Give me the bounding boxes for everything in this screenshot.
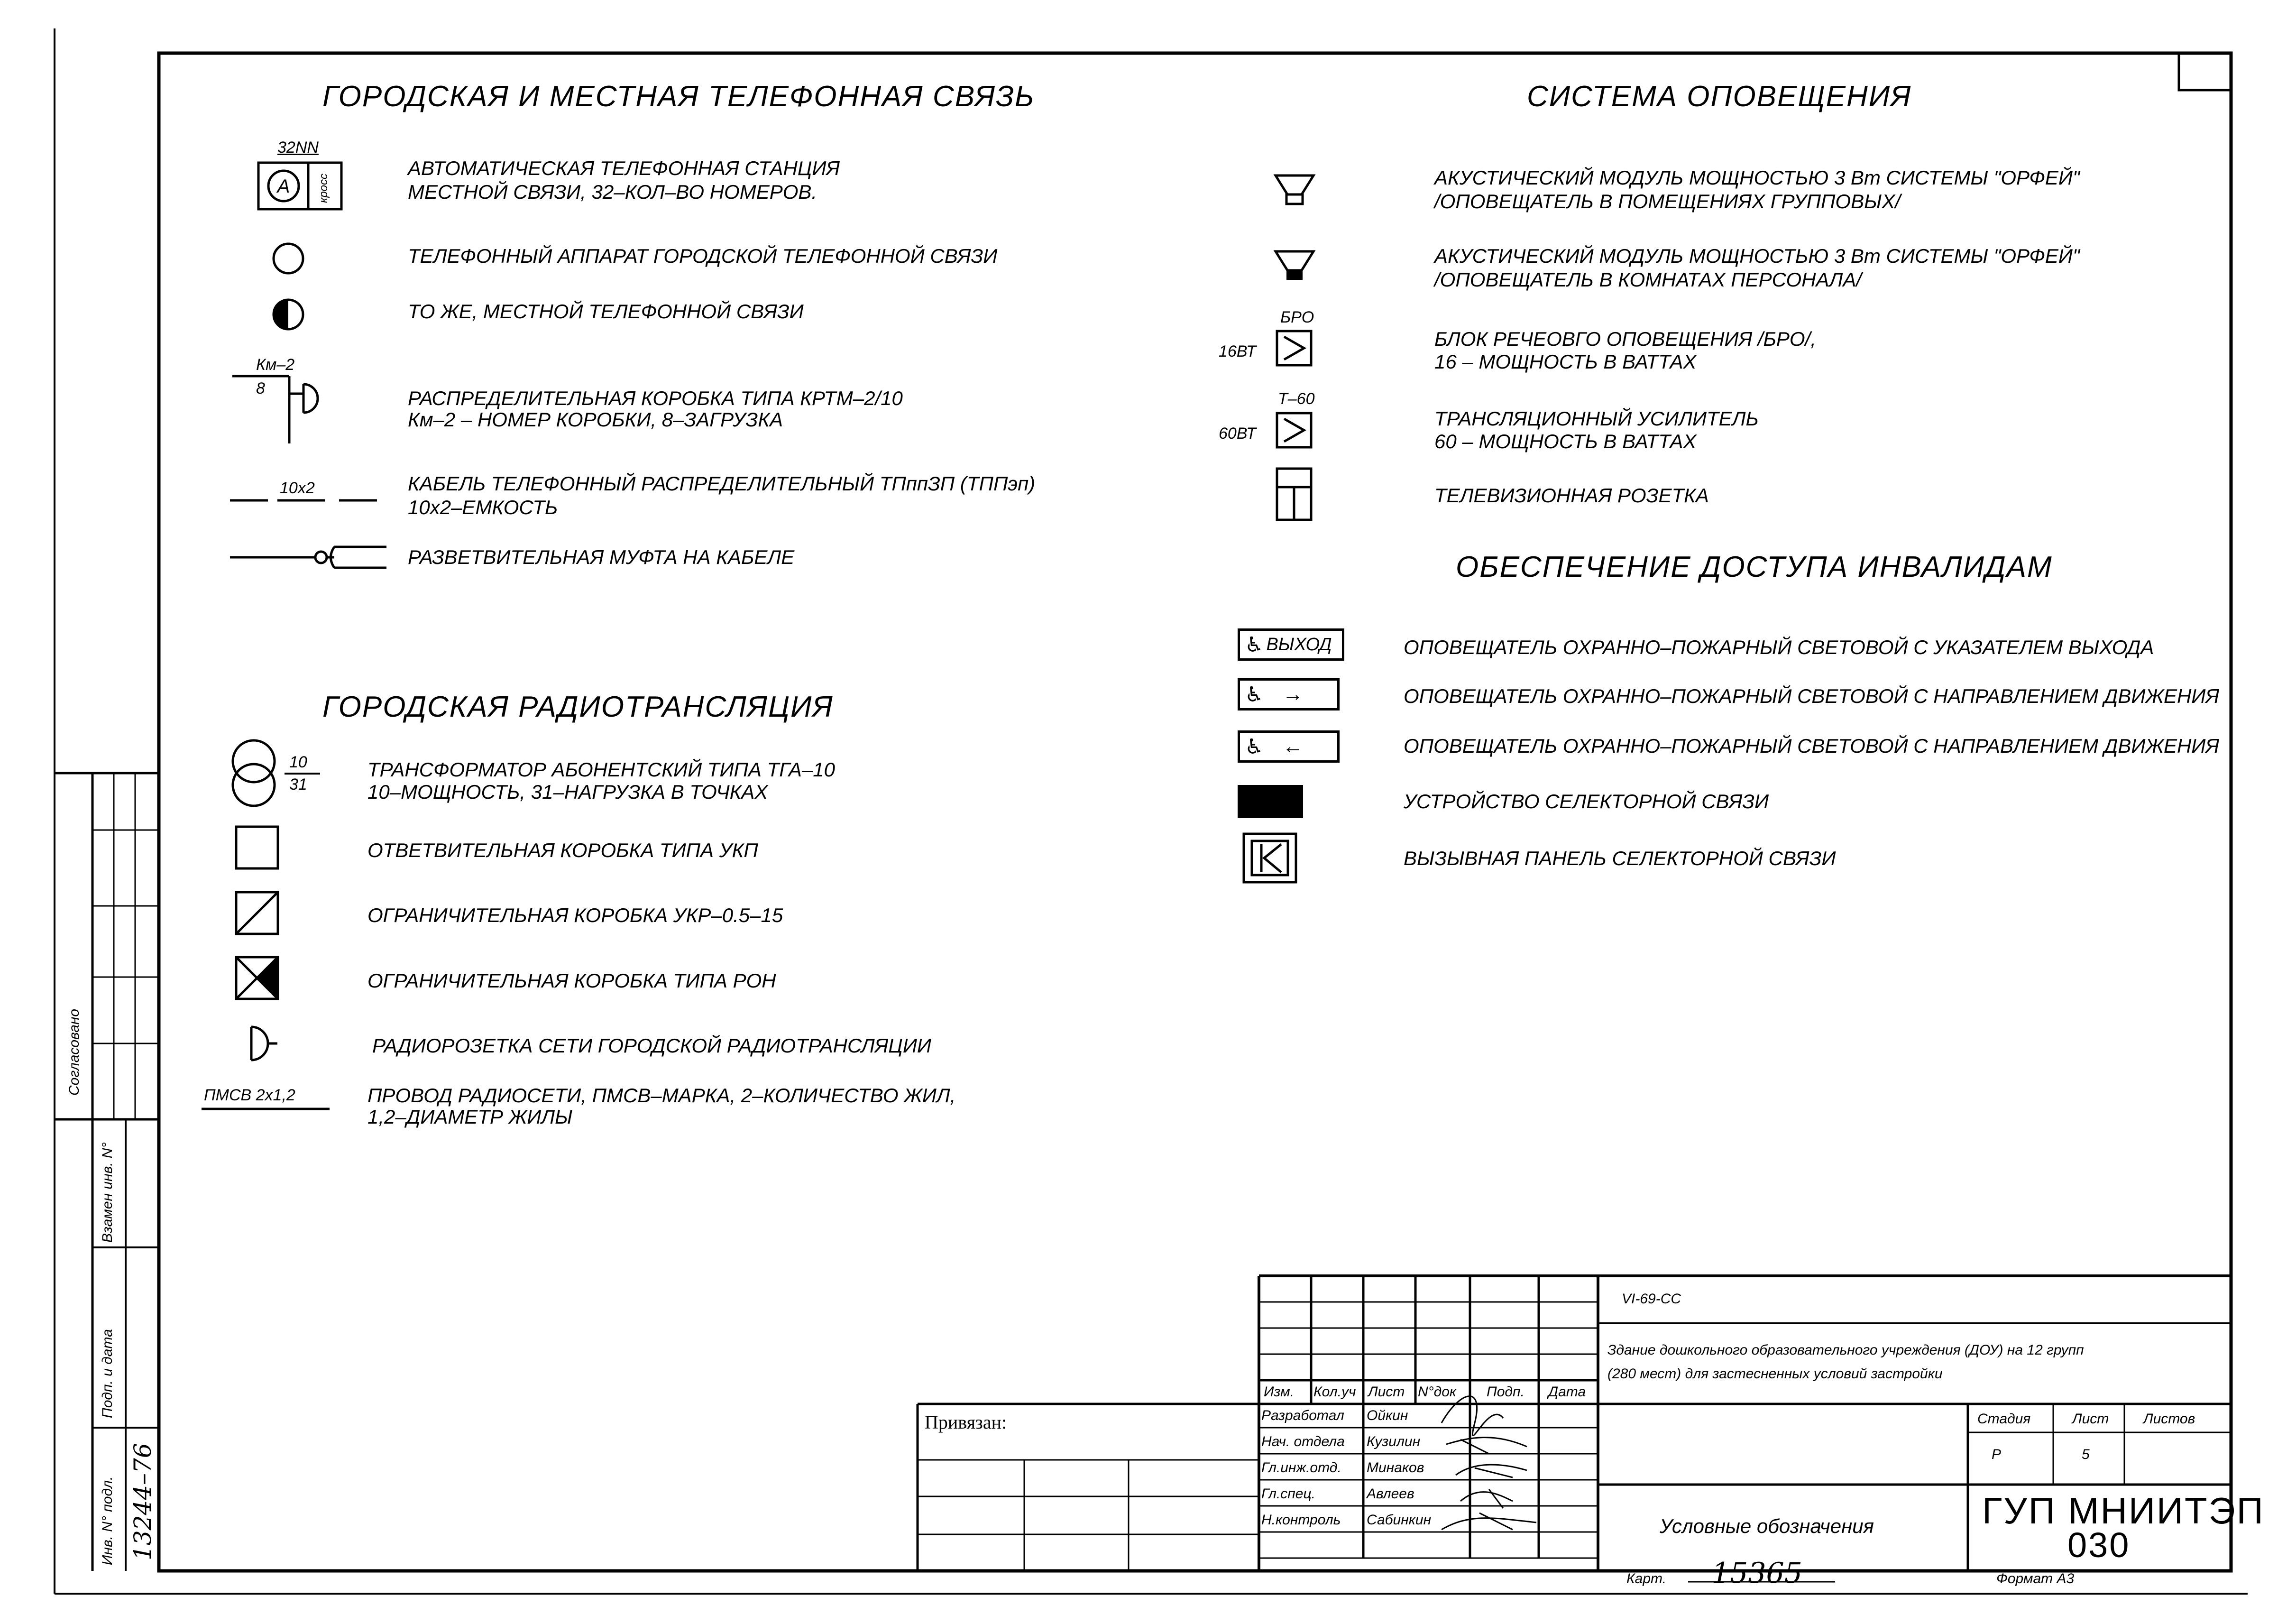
transformer-load: 31: [289, 775, 307, 794]
amplifier-label: Т–60: [1278, 390, 1315, 408]
hdr-sign: Подп.: [1487, 1384, 1525, 1400]
sheet-header: Лист: [2072, 1411, 2109, 1427]
side-stamp-inv-value: 13244–76: [129, 1443, 156, 1560]
project-title-line1: Здание дошкольного образовательного учреждения (ДОУ) на 12 групп: [1607, 1342, 2084, 1358]
radio-item-3-line1: ОГРАНИЧИТЕЛЬНАЯ КОРОБКА ТИПА РОН: [367, 969, 776, 992]
exit-sign-text: ВЫХОД: [1266, 634, 1332, 655]
radio-item-5-line2: 1,2–ДИАМЕТР ЖИЛЫ: [367, 1106, 573, 1128]
stage-header: Стадия: [1977, 1411, 2031, 1427]
name-developer: Ойкин: [1367, 1408, 1408, 1423]
radio-item-0-line1: ТРАНСФОРМАТОР АБОНЕНТСКИЙ ТИПА ТГА–10: [367, 758, 835, 781]
radio-item-2-line1: ОГРАНИЧИТЕЛЬНАЯ КОРОБКА УКР–0.5–15: [367, 904, 783, 926]
radio-item-1-line1: ОТВЕТВИТЕЛЬНАЯ КОРОБКА ТИПА УКП: [367, 839, 758, 861]
sheet-title: Условные обозначения: [1660, 1515, 1874, 1537]
access-item-0-line1: ОПОВЕЩАТЕЛЬ ОХРАННО–ПОЖАРНЫЙ СВЕТОВОЙ С УКАЗАТЕЛЕМ ВЫХОДА: [1404, 636, 2154, 658]
hdr-count: Кол.уч: [1313, 1384, 1356, 1400]
phone-item-4-line1: КАБЕЛЬ ТЕЛЕФОННЫЙ РАСПРЕДЕЛИТЕЛЬНЫЙ ТПппЗП (ТППэп): [408, 472, 1036, 495]
bound-label: Привязан:: [925, 1412, 1007, 1433]
phone-item-0-line2: МЕСТНОЙ СВЯЗИ, 32–КОЛ–ВО НОМЕРОВ.: [408, 181, 817, 203]
hdr-date: Дата: [1548, 1384, 1586, 1400]
alert-item-4-line1: ТЕЛЕВИЗИОННАЯ РОЗЕТКА: [1434, 484, 1709, 507]
hdr-sheet: Лист: [1368, 1384, 1405, 1400]
section-title-alert: СИСТЕМА ОПОВЕЩЕНИЯ: [1527, 80, 1912, 113]
arrow-left-icon: ←: [1282, 735, 1304, 758]
side-stamp-inv-orig: Инв. N° подл.: [100, 1476, 115, 1565]
phone-item-2-line1: ТО ЖЕ, МЕСТНОЙ ТЕЛЕФОННОЙ СВЯЗИ: [408, 300, 804, 323]
alert-item-1-line1: АКУСТИЧЕСКИЙ МОДУЛЬ МОЩНОСТЬЮ 3 Вт СИСТЕМЫ "ОРФЕЙ": [1434, 245, 2080, 267]
bro-label: БРО: [1280, 308, 1314, 326]
wheelchair-icon: ♿: [1245, 735, 1264, 758]
format-label: Формат А3: [1996, 1571, 2075, 1587]
ats-letter: A: [277, 176, 290, 197]
role-dept-head: Нач. отдела: [1261, 1434, 1345, 1449]
section-title-phone: ГОРОДСКАЯ И МЕСТНАЯ ТЕЛЕФОННАЯ СВЯЗЬ: [322, 80, 1035, 113]
project-title-line2: (280 мест) для застесненных условий застройки: [1607, 1366, 1943, 1382]
stage-value: Р: [1992, 1447, 2002, 1462]
name-chief-specialist: Авлеев: [1367, 1486, 1414, 1502]
access-item-2-line1: ОПОВЕЩАТЕЛЬ ОХРАННО–ПОЖАРНЫЙ СВЕТОВОЙ С НАПРАВЛЕНИЕМ ДВИЖЕНИЯ: [1404, 735, 2219, 757]
sheet-value: 5: [2082, 1447, 2090, 1462]
phone-item-3-line1: РАСПРЕДЕЛИТЕЛЬНАЯ КОРОБКА ТИПА КРТМ–2/10: [408, 387, 903, 409]
pmsv-wire-label: ПМСВ 2х1,2: [204, 1086, 295, 1104]
alert-item-3-line1: ТРАНСЛЯЦИОННЫЙ УСИЛИТЕЛЬ: [1434, 407, 1759, 430]
wheelchair-icon: ♿: [1245, 683, 1264, 706]
krtm-box-number: Км–2: [256, 356, 295, 374]
role-developer: Разработал: [1261, 1408, 1344, 1423]
phone-item-1-line1: ТЕЛЕФОННЫЙ АППАРАТ ГОРОДСКОЙ ТЕЛЕФОННОЙ СВЯЗИ: [408, 245, 998, 267]
access-item-1-line1: ОПОВЕЩАТЕЛЬ ОХРАННО–ПОЖАРНЫЙ СВЕТОВОЙ С НАПРАВЛЕНИЕМ ДВИЖЕНИЯ: [1404, 685, 2219, 707]
alert-item-0-line1: АКУСТИЧЕСКИЙ МОДУЛЬ МОЩНОСТЬЮ 3 Вт СИСТЕМЫ "ОРФЕЙ": [1434, 166, 2080, 189]
phone-item-5-line1: РАЗВЕТВИТЕЛЬНАЯ МУФТА НА КАБЕЛЕ: [408, 546, 795, 568]
alert-item-3-line2: 60 – МОЩНОСТЬ В ВАТТАХ: [1434, 430, 1697, 452]
role-chief-specialist: Гл.спец.: [1261, 1486, 1315, 1502]
role-chief-engineer: Гл.инж.отд.: [1261, 1460, 1341, 1476]
wheelchair-icon: ♿: [1245, 633, 1264, 656]
radio-item-0-line2: 10–МОЩНОСТЬ, 31–НАГРУЗКА В ТОЧКАХ: [367, 781, 768, 803]
hdr-change: Изм.: [1264, 1384, 1294, 1400]
signatures: [1432, 1371, 1555, 1532]
section-title-radio: ГОРОДСКАЯ РАДИОТРАНСЛЯЦИЯ: [322, 691, 834, 723]
name-chief-engineer: Минаков: [1367, 1460, 1424, 1476]
alert-item-2-line2: 16 – МОЩНОСТЬ В ВАТТАХ: [1434, 351, 1697, 373]
name-dept-head: Кузилин: [1367, 1434, 1421, 1449]
side-stamp-swap-inv: Взамен инв. N°: [100, 1142, 115, 1243]
kart-label: Карт.: [1626, 1571, 1667, 1587]
phone-item-3-line2: Км–2 – НОМЕР КОРОБКИ, 8–ЗАГРУЗКА: [408, 408, 783, 431]
sheets-header: Листов: [2143, 1411, 2195, 1427]
radio-item-5-line1: ПРОВОД РАДИОСЕТИ, ПМСВ–МАРКА, 2–КОЛИЧЕСТВО ЖИЛ,: [367, 1084, 956, 1107]
name-controller: Сабинкин: [1367, 1512, 1432, 1528]
access-item-4-line1: ВЫЗЫВНАЯ ПАНЕЛЬ СЕЛЕКТОРНОЙ СВЯЗИ: [1404, 847, 1836, 869]
arrow-right-icon: →: [1282, 683, 1304, 706]
access-item-3-line1: УСТРОЙСТВО СЕЛЕКТОРНОЙ СВЯЗИ: [1404, 790, 1769, 812]
kart-value: 15365: [1712, 1557, 1802, 1590]
cable-capacity-label: 10х2: [280, 479, 315, 497]
org-code: 030: [2067, 1525, 2131, 1565]
transformer-power: 10: [289, 753, 307, 771]
phone-item-0-line1: АВТОМАТИЧЕСКАЯ ТЕЛЕФОННАЯ СТАНЦИЯ: [408, 157, 840, 179]
role-controller: Н.контроль: [1261, 1512, 1341, 1528]
amplifier-power: 60ВТ: [1219, 424, 1256, 443]
alert-item-2-line1: БЛОК РЕЧЕОВГО ОПОВЕЩЕНИЯ /БРО/,: [1434, 328, 1816, 350]
side-stamp-agreed: Согласовано: [66, 1009, 82, 1096]
org-name: ГУП МНИИТЭП: [1982, 1490, 2265, 1532]
side-stamp-sign-date: Подп. и дата: [100, 1329, 115, 1418]
hdr-doc: N°док: [1418, 1384, 1457, 1400]
alert-item-0-line2: /ОПОВЕЩАТЕЛЬ В ПОМЕЩЕНИЯХ ГРУППОВЫХ/: [1434, 190, 1901, 212]
radio-item-4-line1: РАДИОРОЗЕТКА СЕТИ ГОРОДСКОЙ РАДИОТРАНСЛЯЦИИ: [372, 1034, 931, 1057]
krtm-box-load: 8: [256, 379, 265, 397]
ats-side-label: кросс: [317, 173, 330, 203]
bro-power: 16ВТ: [1219, 342, 1256, 360]
ats-number-label: 32NN: [277, 138, 319, 157]
section-title-access: ОБЕСПЕЧЕНИЕ ДОСТУПА ИНВАЛИДАМ: [1456, 551, 2053, 583]
alert-item-1-line2: /ОПОВЕЩАТЕЛЬ В КОМНАТАХ ПЕРСОНАЛА/: [1434, 268, 1862, 291]
phone-item-4-line2: 10х2–ЕМКОСТЬ: [408, 496, 558, 518]
project-code: VI-69-СС: [1622, 1291, 1681, 1307]
